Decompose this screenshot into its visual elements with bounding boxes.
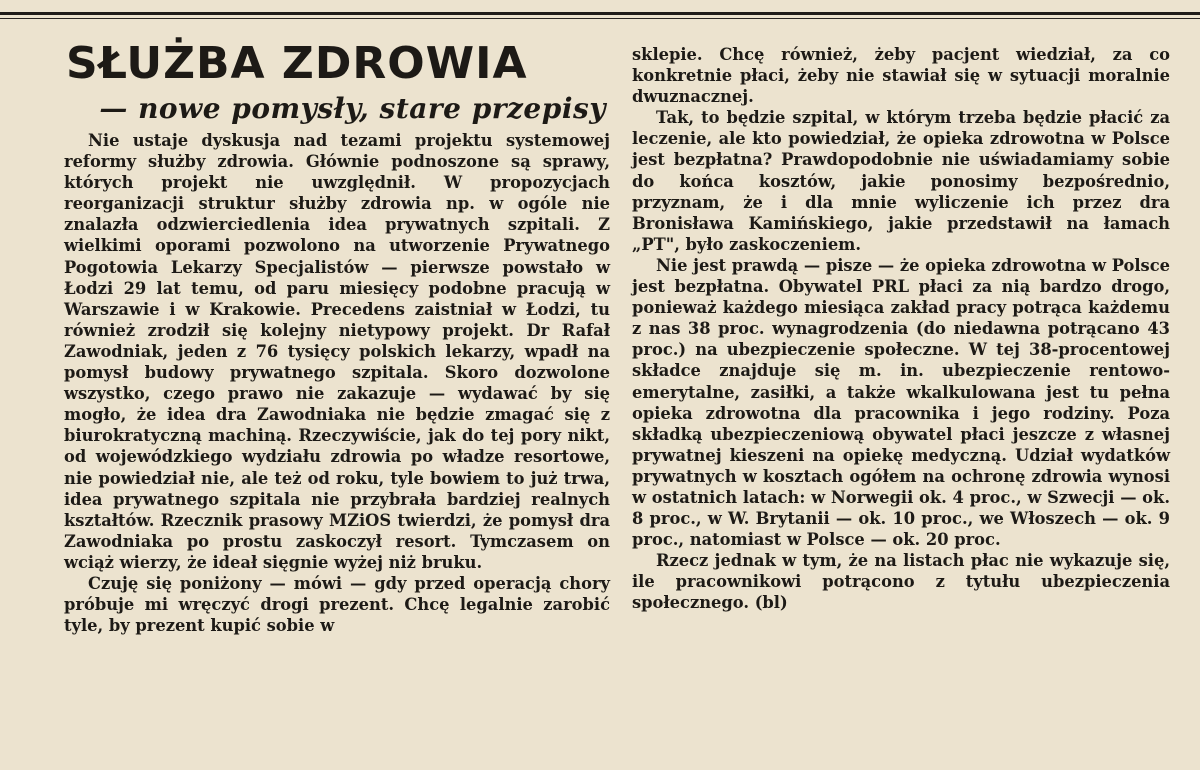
paragraph-text: Rzecz jednak w tym, że na listach płac nie wykazuje się, ile pracownikowi potrącono z tytułu ubezpieczenia społecznego. bbox=[632, 551, 1170, 613]
paragraph: Czuję się poniżony — mówi — gdy przed operacją chory próbuje mi wręczyć drogi prezent. Chcę legalnie zarobić tyle, by prezent kupić sobie w bbox=[64, 573, 610, 636]
top-rule bbox=[0, 0, 1200, 15]
article-title: SŁUŻBA ZDROWIA bbox=[66, 38, 528, 89]
paragraph: sklepie. Chcę również, żeby pacjent wiedział, za co konkretnie płaci, żeby nie stawiał się w sytuacji moralnie dwuznacznej. bbox=[632, 45, 1170, 107]
article-subtitle: — nowe pomysły, stare przepisy bbox=[99, 92, 606, 125]
top-rule-thin bbox=[0, 18, 1200, 19]
right-column bbox=[632, 44, 1170, 614]
paragraph: Nie jest prawdą — pisze — że opieka zdrowotna w Polsce jest bezpłatna. Obywatel PRL płaci za nią bardzo drogo, ponieważ każdego miesiąca zakład pracy potrąca każdemu z nas 38 proc. wynagrodzenia (do niedawna potrącano 43 proc.) na ubezpieczenie społeczne. W tej 38-procentowej składce znajduje się m. in. ubezpieczenie rentowo-emerytalne, zasiłki, a także wkalkulowana jest tu pełna opieka zdrowotna dla pracownika i jego rodziny. Poza składką ubezpieczeniową obywatel płaci jeszcze z własnej prywatnej kieszeni na opiekę medyczną. Udział wydatków prywatnych w kosztach ogółem na ochronę zdrowia wynosi w ostatnich latach: w Norwegii ok. 4 proc., w Szwecji — ok. 8 proc., w W. Brytanii — ok. 10 proc., we Włoszech — ok. 9 proc., natomiast w Polsce — ok. 20 proc. bbox=[632, 255, 1170, 550]
paragraph: Nie ustaje dyskusja nad tezami projektu systemowej reformy służby zdrowia. Głównie podnoszone są sprawy, których projekt nie uwzględnił. W propozycjach reorganizacji struktur służby zdrowia np. w ogóle nie znalazła odzwierciedlenia idea prywatnych szpitali. Z wielkimi oporami pozwolono na utworzenie Prywatnego Pogotowia Lekarzy Specjalistów — pierwsze powstało w Łodzi 29 lat temu, od paru miesięcy podobne pracują w Warszawie i w Krakowie. Precedens zaistniał w Łodzi, tu również zrodził się kolejny nietypowy projekt. Dr Rafał Zawodniak, jeden z 76 tysięcy polskich lekarzy, wpadł na pomysł budowy prywatnego szpitala. Skoro dozwolone wszystko, czego prawo nie zakazuje — wydawać by się mogło, że idea dra Zawodniaka nie będzie zmagać się z biurokratyczną machiną. Rzeczywiście, jak do tej pory nikt, od wojewódzkiego wydziału zdrowia po władze resortowe, nie powiedział nie, ale też od roku, tyle bowiem to już trwa, idea prywatnego szpitala nie przybrała bardziej realnych kształtów. Rzecznik prasowy MZiOS twierdzi, że pomysł dra Zawodniaka po prostu zaskoczył resort. Tymczasem on wciąż wierzy, że ideał sięgnie wyżej niż bruku. bbox=[64, 131, 610, 572]
left-column bbox=[64, 130, 610, 636]
paragraph-last bbox=[632, 550, 1170, 613]
author-signature: (bl) bbox=[754, 593, 788, 613]
paragraph: Tak, to będzie szpital, w którym trzeba będzie płacić za leczenie, ale kto powiedział, że opieka zdrowotna w Polsce jest bezpłatna? Prawdopodobnie nie uświadamiamy sobie do końca kosztów, jakie ponosimy bezpośrednio, przyznam, że i dla mnie wyliczenie ich przez dra Bronisława Kamińskiego, jakie przedstawił na łamach „PT", było zaskoczeniem. bbox=[632, 108, 1170, 254]
